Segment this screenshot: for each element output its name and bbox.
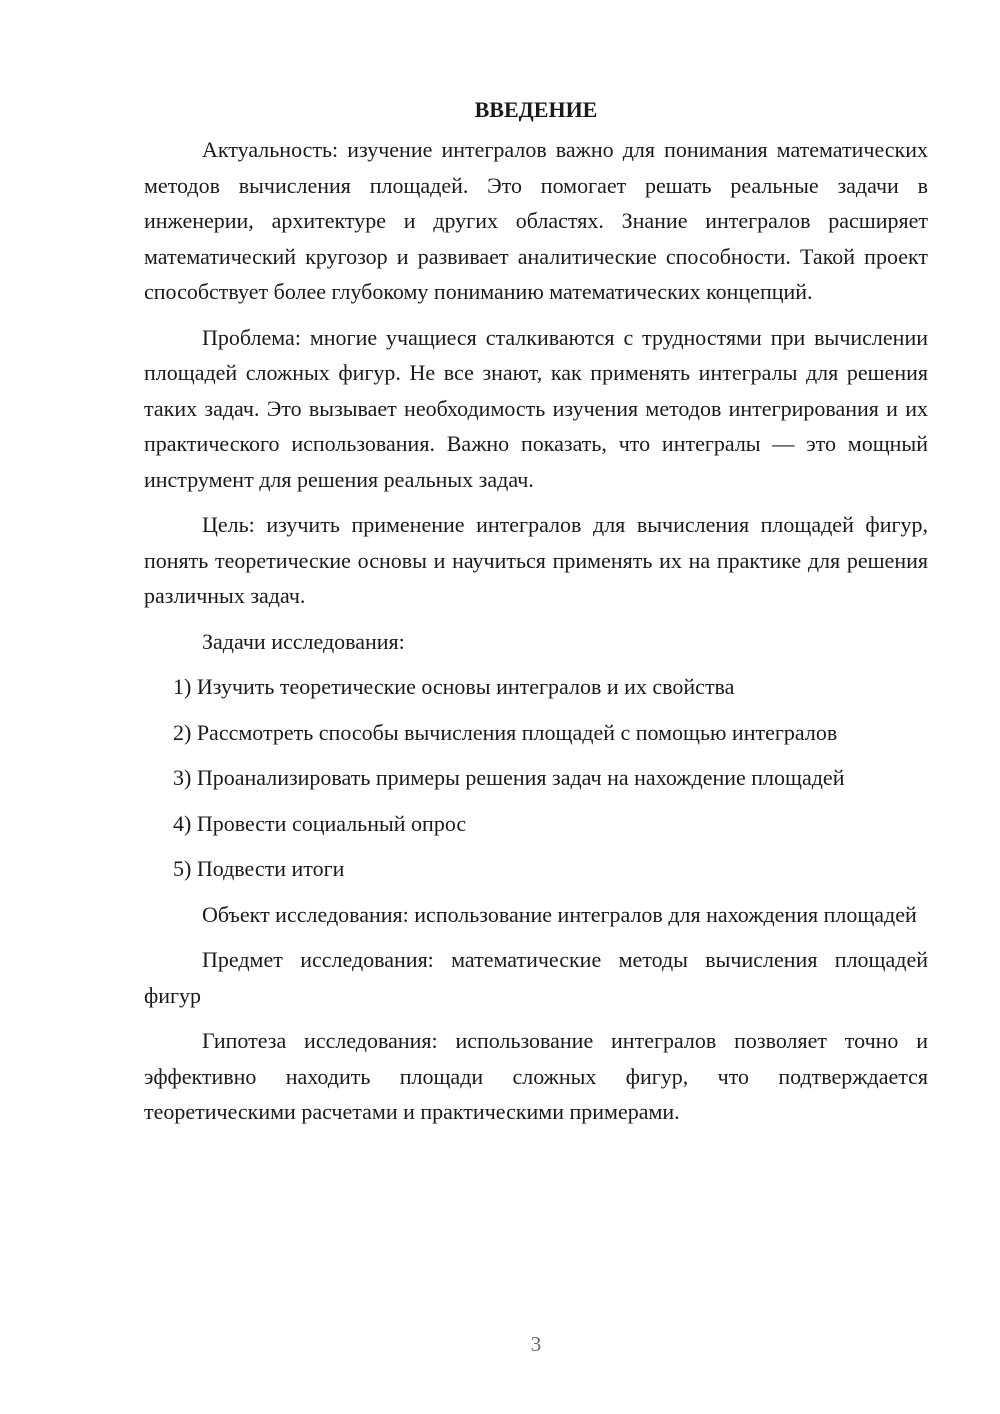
document-page: [144, 92, 928, 1140]
relevance-paragraph: Актуальность: изучение интегралов важно для понимания математических методов вычисления площадей. Это помогает решать реальные задачи в инженерии, архитектуре и других областях. Знание интегралов расширяет математический кругозор и развивает аналитические способности. Такой проект способствует более глубокому пониманию математических концепций.: [144, 137, 928, 304]
task-item-4: 4) Провести социальный опрос: [173, 810, 467, 836]
goal-paragraph: Цель: изучить применение интегралов для вычисления площадей фигур, понять теоретические основы и научиться применять их на практике для решения различных задач.: [144, 512, 928, 608]
task-item-1: 1) Изучить теоретические основы интегралов и их свойства: [173, 674, 735, 699]
object-paragraph: Объект исследования: использование интегралов для нахождения площадей: [202, 901, 917, 927]
hypothesis-paragraph: Гипотеза исследования: использование интегралов позволяет точно и эффективно находить площади сложных фигур, что подтверждается теоретическими расчетами и практическими примерами.: [144, 1028, 928, 1124]
task-item-3: 3) Проанализировать примеры решения задач на нахождение площадей: [173, 765, 845, 790]
problem-paragraph: Проблема: многие учащиеся сталкиваются с трудностями при вычислении площадей сложных фигур. Не все знают, как применять интегралы для решения таких задач. Это вызывает необходимость изучения методов интегрирования и их практического использования. Важно показать, что интегралы — это мощный инструмент для решения реальных задач.: [144, 324, 928, 492]
subject-paragraph: Предмет исследования: математические методы вычисления площадей фигур: [144, 947, 928, 1008]
task-item-5: 5) Подвести итоги: [173, 856, 345, 881]
page-title: ВВЕДЕНИЕ: [474, 97, 598, 122]
task-item-2: 2) Рассмотреть способы вычисления площадей с помощью интегралов: [173, 719, 838, 745]
page-number: 3: [530, 1332, 542, 1356]
tasks-heading: Задачи исследования:: [202, 628, 405, 654]
